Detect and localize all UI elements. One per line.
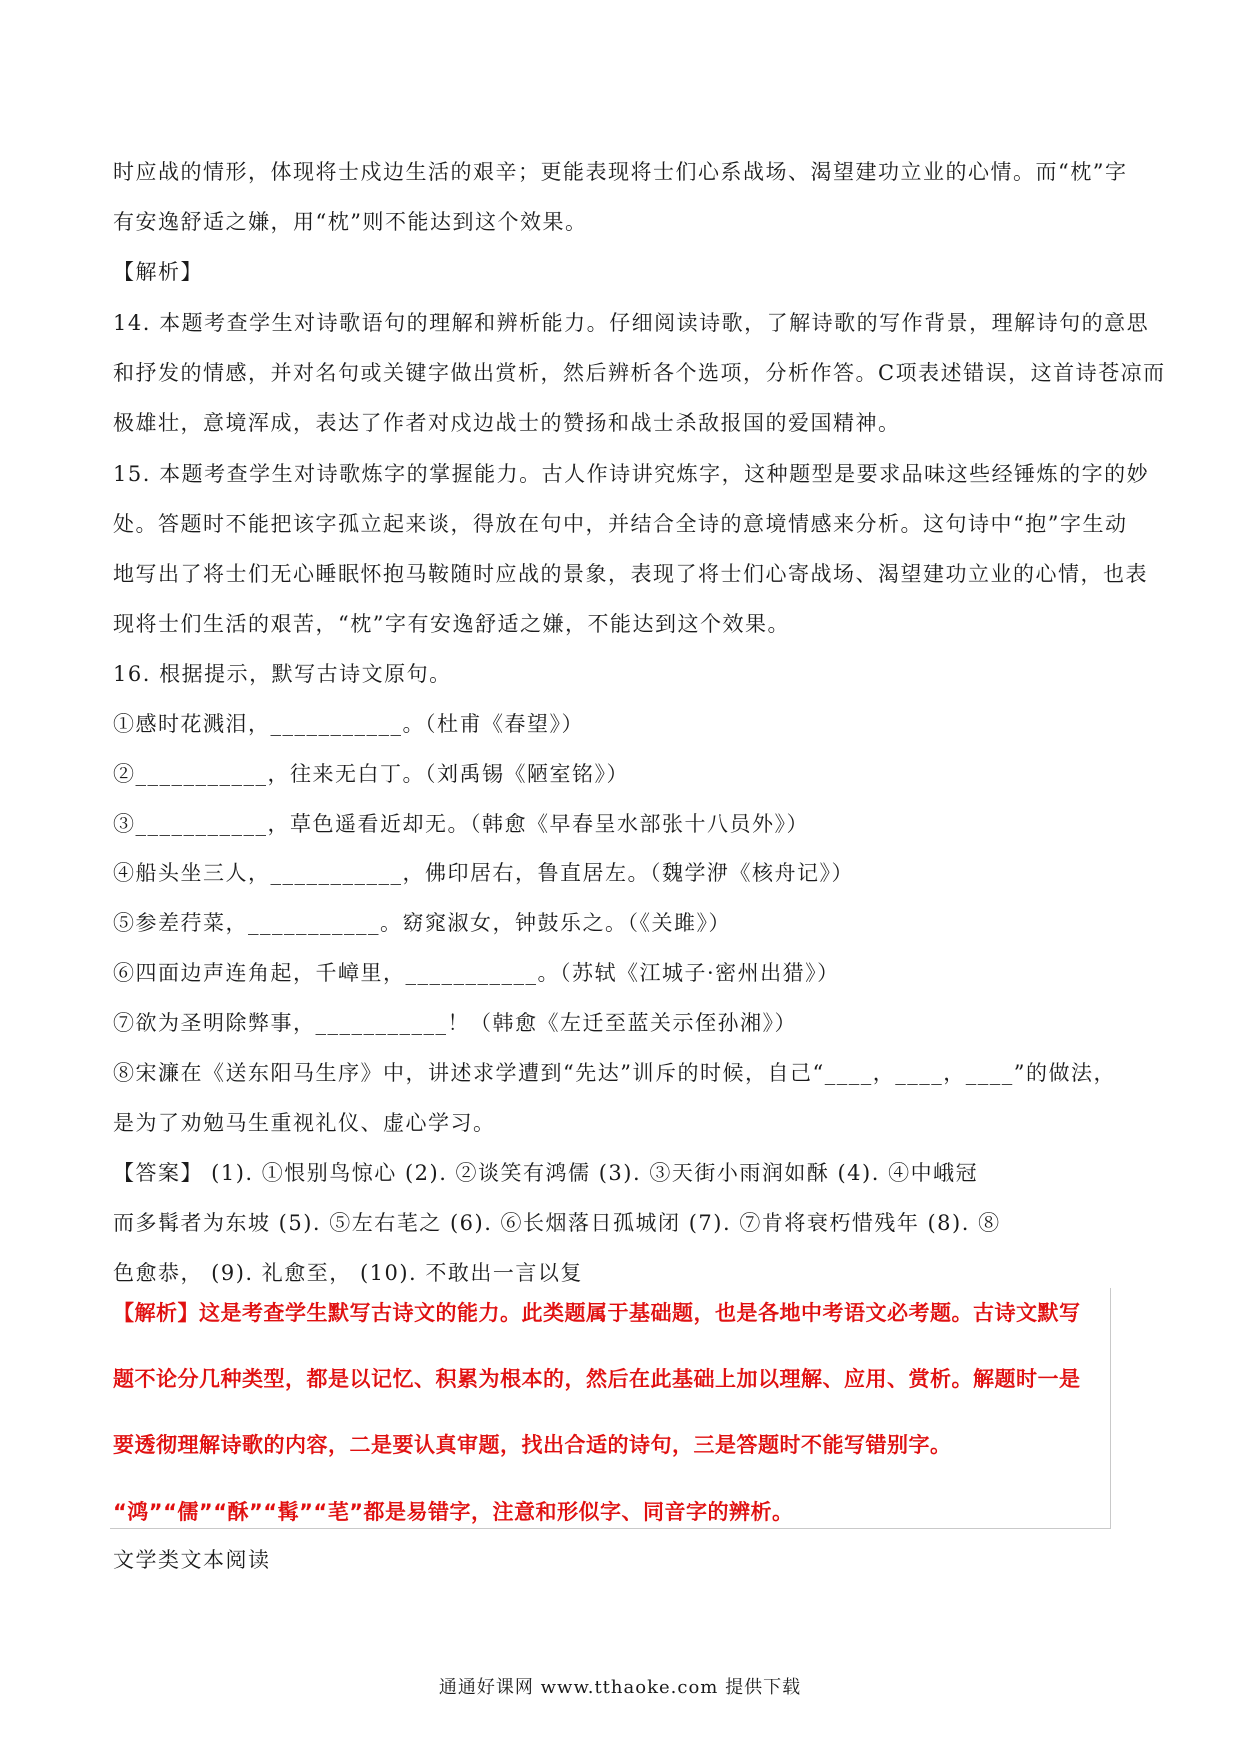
- paragraph-line: 有安逸舒适之嫌，用“枕”则不能达到这个效果。: [113, 210, 588, 234]
- paragraph-line: 是为了劝勉马生重视礼仪、虚心学习。: [113, 1111, 496, 1135]
- fill-blank-item: ⑤参差荇菜，___________。窈窕淑女，钟鼓乐之。（《关雎》）: [113, 911, 731, 935]
- footer-text: 通通好课网 www.tthaoke.com 提供下载: [438, 1677, 802, 1698]
- question-16-heading: 16. 根据提示，默写古诗文原句。: [113, 662, 452, 686]
- fill-blank-item: ③___________，草色遥看近却无。（韩愈《早春呈水部张十八员外》）: [113, 812, 809, 836]
- answer-line: 【答案】 (1). ①恨别鸟惊心 (2). ②谈笑有鸿儒 (3). ③天街小雨润如酥 (4). ④中峨冠: [113, 1161, 979, 1185]
- fill-blank-item: ②___________，往来无白丁。（刘禹锡《陋室铭》）: [113, 762, 629, 786]
- paragraph-line: 14. 本题考查学生对诗歌语句的理解和辨析能力。仔细阅读诗歌，了解诗歌的写作背景，理解诗句的意思: [113, 311, 1150, 335]
- analysis-red-line: 要透彻理解诗歌的内容，二是要认真审题，找出合适的诗句，三是答题时不能写错别字。: [113, 1433, 952, 1457]
- answer-line: 而多髯者为东坡 (5). ⑤左右芼之 (6). ⑥长烟落日孤城闭 (7). ⑦肯将衰朽惜残年 (8). ⑧: [113, 1211, 1001, 1235]
- analysis-heading: 【解析】: [113, 260, 203, 284]
- paragraph-line: 极雄壮，意境浑成，表达了作者对戍边战士的赞扬和战士杀敌报国的爱国精神。: [113, 411, 901, 435]
- fill-blank-item: ⑦欲为圣明除弊事，___________！（韩愈《左迁至蓝关示侄孙湘》）: [113, 1011, 797, 1035]
- fill-blank-item: ④船头坐三人，___________，佛印居右，鲁直居左。（魏学洢《核舟记》）: [113, 861, 854, 885]
- paragraph-line: 时应战的情形，体现将士戍边生活的艰辛；更能表现将士们心系战场、渴望建功立业的心情。而“枕”字: [113, 160, 1128, 184]
- fill-blank-item: ⑧宋濂在《送东阳马生序》中，讲述求学遭到“先达”训斥的时候，自己“____，____，____”的做法，: [113, 1061, 1116, 1085]
- fill-blank-item: ⑥四面边声连角起，千嶂里，___________。（苏轼《江城子·密州出猎》）: [113, 961, 840, 985]
- analysis-red-line: 题不论分几种类型，都是以记忆、积累为根本的，然后在此基础上加以理解、应用、赏析。解题时一是: [113, 1367, 1081, 1391]
- paragraph-line: 和抒发的情感，并对名句或关键字做出赏析，然后辨析各个选项，分析作答。C项表述错误，这首诗苍凉而: [113, 361, 1166, 385]
- answer-line: 色愈恭， (9). 礼愈至， (10). 不敢出一言以复: [113, 1261, 583, 1285]
- analysis-red-line: “鸿”“儒”“酥”“髯”“芼”都是易错字，注意和形似字、同音字的辨析。: [113, 1500, 794, 1524]
- paragraph-line: 地写出了将士们无心睡眠怀抱马鞍随时应战的景象，表现了将士们心寄战场、渴望建功立业的心情，也表: [113, 562, 1148, 586]
- paragraph-line: 15. 本题考查学生对诗歌炼字的掌握能力。古人作诗讲究炼字，这种题型是要求品味这些经锤炼的字的妙: [113, 462, 1150, 486]
- paragraph-line: 处。答题时不能把该字孤立起来谈，得放在句中，并结合全诗的意境情感来分析。这句诗中“抱”字生动: [113, 512, 1128, 536]
- paragraph-line: 现将士们生活的艰苦，“枕”字有安逸舒适之嫌，不能达到这个效果。: [113, 612, 790, 636]
- section-title: 文学类文本阅读: [113, 1548, 271, 1572]
- fill-blank-item: ①感时花溅泪，___________。（杜甫《春望》）: [113, 712, 584, 736]
- analysis-red-line: 【解析】这是考查学生默写古诗文的能力。此类题属于基础题，也是各地中考语文必考题。古诗文默写: [113, 1301, 1081, 1325]
